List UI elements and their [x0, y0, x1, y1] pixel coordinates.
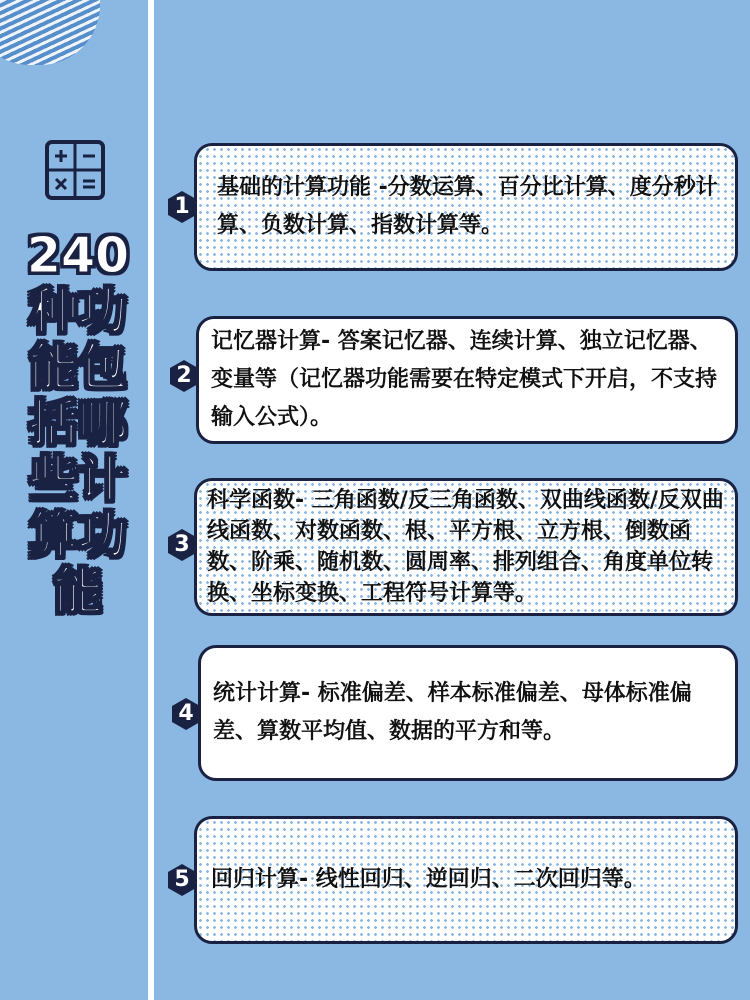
number-badge-1: [165, 190, 199, 224]
feature-text-2: 记忆器计算- 答案记忆器、连续计算、独立记忆器、变量等（记忆器功能需要在特定模式下开启，不支持输入公式）。: [211, 329, 718, 430]
number-badge-4: [169, 697, 203, 731]
feature-card-5: [194, 816, 738, 944]
page-title: 240种功能包括哪些计算功能: [26, 227, 130, 620]
feature-card-2: [196, 316, 738, 444]
badge-number-5: 5: [174, 867, 190, 892]
left-panel: [0, 0, 148, 1000]
calculator-icon: [45, 140, 105, 200]
number-badge-3: [165, 528, 199, 562]
feature-text-3: 科学函数- 三角函数/反三角函数、双曲线函数/反双曲线函数、对数函数、根、平方根、立方根、倒数函数、阶乘、随机数、圆周率、排列组合、角度单位转换、坐标变换、工程符号计算等。: [207, 488, 724, 606]
feature-text-1: 基础的计算功能 -分数运算、百分比计算、度分秒计算、负数计算、指数计算等。: [217, 175, 718, 238]
feature-text-5: 回归计算- 线性回归、逆回归、二次回归等。: [211, 867, 646, 892]
number-badge-2: [167, 359, 201, 393]
number-badge-5: [165, 863, 199, 897]
feature-text-4: 统计计算- 标准偏差、样本标准偏差、母体标准偏差、算数平均值、数据的平方和等。: [213, 681, 692, 744]
corner-decoration: [0, 0, 100, 65]
badge-number-2: 2: [176, 363, 192, 388]
feature-card-4: [198, 645, 738, 781]
badge-number-4: 4: [178, 701, 194, 726]
badge-number-1: 1: [174, 194, 190, 219]
badge-number-3: 3: [174, 532, 190, 557]
feature-card-3: [194, 478, 738, 616]
feature-card-1: [194, 143, 738, 271]
